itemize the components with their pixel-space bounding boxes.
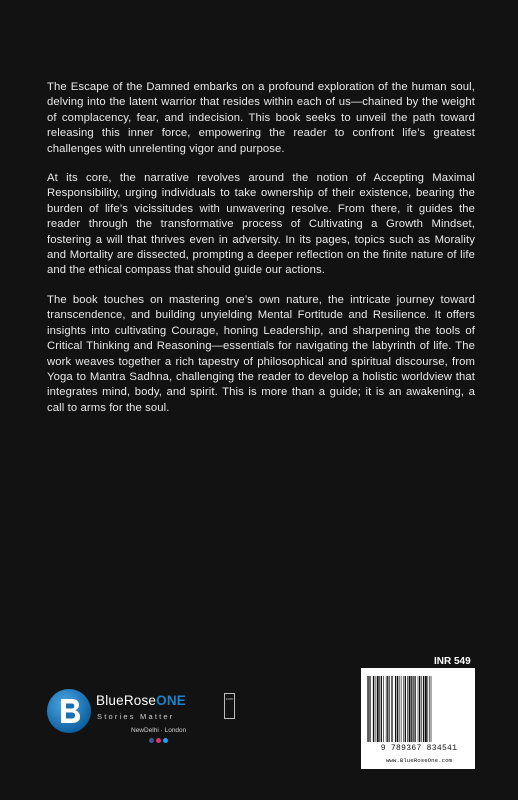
barcode-bar <box>419 676 420 742</box>
publisher-name <box>96 693 186 708</box>
description-paragraph-3: The book touches on mastering one’s own nature, the intricate journey toward transcendence, and building unyielding Mental Fortitude and Resilience. It offers insights into cultivating Courage, honing Leadership, and sharpening the tools of Critical Thinking and Reasoning—essentials for navigating the labyrinth of life. The work weaves together a rich tapestry of philosophical and spiritual discourse, from Yoga to Mantra Sadhna, challenging the reader to develop a holistic worldview that integrates mind, body, and spirit. This is more than a guide; it is an awakening, a call to arms for the soul. <box>47 293 475 414</box>
barcode-bar <box>425 676 427 742</box>
barcode-bar <box>427 676 428 742</box>
barcode-bar <box>401 676 402 742</box>
publisher-cities: NewDelhi · London <box>131 727 187 734</box>
twitter-icon <box>163 738 168 743</box>
barcode-bar <box>429 676 430 742</box>
publisher-website: www.BlueRoseOne.com <box>385 757 453 764</box>
barcode-bar <box>407 676 408 742</box>
barcode-bar <box>377 676 379 742</box>
book-description <box>47 80 475 430</box>
barcode-bar <box>403 676 404 742</box>
barcode-bar <box>370 676 371 742</box>
barcode-bar <box>381 676 382 742</box>
barcode-bar <box>409 676 411 742</box>
publisher-domain-label: com <box>225 696 234 701</box>
isbn-barcode <box>361 668 475 769</box>
description-paragraph-1: The Escape of the Damned embarks on a profound exploration of the human soul, delving into the latent warrior that resides within each of us—chained by the weight of complacency, fear, and indecision. This book seeks to unveil the path toward releasing this inner force, empowering the reader to confront life’s greatest challenges with unrelenting vigor and purpose. <box>47 81 475 155</box>
price-label: INR 549 <box>434 656 471 667</box>
instagram-icon <box>156 738 161 743</box>
publisher-domain-box <box>224 693 235 719</box>
publisher-name-main: BlueRose <box>96 693 157 708</box>
barcode-bar <box>395 676 396 742</box>
barcode-bar <box>392 676 393 742</box>
barcode-bar <box>379 676 380 742</box>
barcode-bar <box>386 676 387 742</box>
barcode-bar <box>421 676 422 742</box>
barcode-bar <box>431 676 432 742</box>
isbn-barcode-icon <box>367 676 471 742</box>
barcode-bar <box>391 676 392 742</box>
barcode-bar <box>397 676 398 742</box>
barcode-bar <box>411 676 412 742</box>
isbn-number: 9 789367 834541 <box>380 744 458 753</box>
bluerose-b-logo-icon <box>46 688 92 734</box>
barcode-bar <box>405 676 406 742</box>
publisher-name-accent: ONE <box>156 693 186 708</box>
barcode-bar <box>414 676 415 742</box>
publisher-tagline: Stories Matter <box>97 712 175 721</box>
barcode-bar <box>418 676 419 742</box>
barcode-bar <box>399 676 400 742</box>
facebook-icon <box>149 738 154 743</box>
barcode-bar <box>375 676 376 742</box>
barcode-bar <box>413 676 414 742</box>
barcode-bar <box>389 676 390 742</box>
barcode-bar <box>423 676 424 742</box>
barcode-bar <box>387 676 388 742</box>
barcode-bar <box>383 676 384 742</box>
barcode-bar <box>368 676 369 742</box>
barcode-bar <box>367 676 368 742</box>
description-paragraph-2: At its core, the narrative revolves around the notion of Accepting Maximal Responsibility, urging individuals to take ownership of their existence, bearing the burden of life’s vicissitudes with unwavering resolve. From there, it guides the reader through the transformative process of Cultivating a Growth Mindset, fostering a will that thrives even in adversity. In its pages, topics such as Morality and Mortality are dissected, prompting a deeper reflection on the finite nature of life and the ethical compass that should guide our actions. <box>47 172 475 277</box>
barcode-bar <box>373 676 374 742</box>
publisher-logo <box>46 688 246 758</box>
social-icons <box>149 738 168 743</box>
